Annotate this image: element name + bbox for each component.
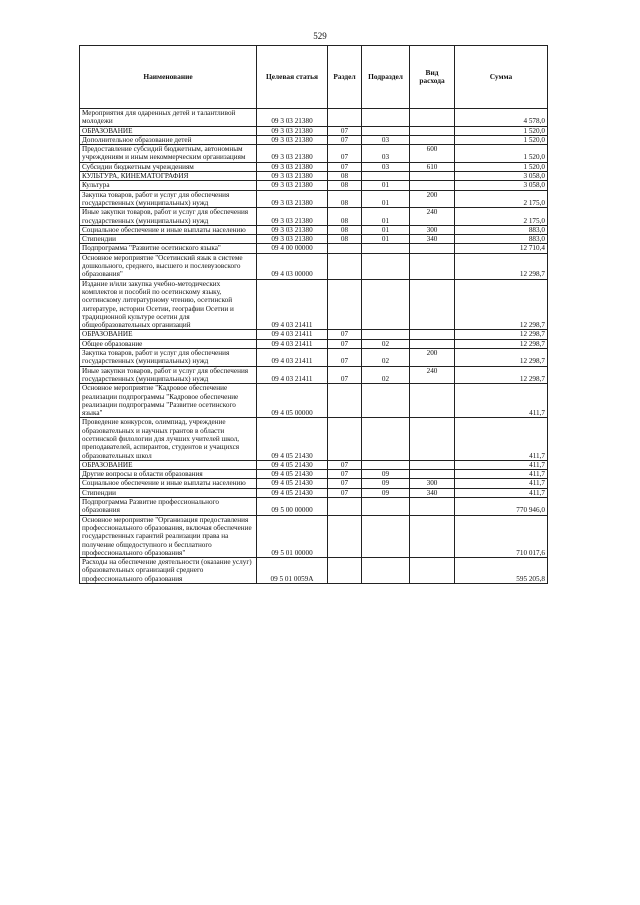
row-section: 07 xyxy=(328,479,362,488)
row-code: 09 4 05 21430 xyxy=(257,460,328,469)
row-expense xyxy=(410,460,455,469)
row-sum: 12 298,7 xyxy=(455,349,548,367)
row-sum: 4 578,0 xyxy=(455,109,548,127)
row-section: 07 xyxy=(328,126,362,135)
row-section: 07 xyxy=(328,366,362,384)
row-name: Основное мероприятие "Организация предоставления профессионального образования, включая обеспечение государственных гарантий реализации права на получение общедоступного и бесплатного профессионального образования" xyxy=(80,515,257,557)
row-subsection xyxy=(362,515,410,557)
row-subsection xyxy=(362,558,410,584)
table-row xyxy=(80,418,548,460)
row-code: 09 4 05 21430 xyxy=(257,470,328,479)
row-expense xyxy=(410,126,455,135)
row-expense: 600 xyxy=(410,145,455,163)
table-row xyxy=(80,366,548,384)
table-row xyxy=(80,384,548,418)
table-row xyxy=(80,279,548,330)
table-row xyxy=(80,330,548,339)
row-subsection xyxy=(362,384,410,418)
row-code: 09 4 05 21430 xyxy=(257,488,328,497)
row-expense xyxy=(410,244,455,253)
row-section xyxy=(328,244,362,253)
row-code: 09 3 03 21380 xyxy=(257,135,328,144)
row-name: Подпрограмма "Развитие осетинского языка" xyxy=(80,244,257,253)
row-subsection xyxy=(362,126,410,135)
row-code: 09 5 01 0059А xyxy=(257,558,328,584)
table-row xyxy=(80,126,548,135)
row-section: 07 xyxy=(328,488,362,497)
row-sum: 12 298,7 xyxy=(455,339,548,348)
table-row xyxy=(80,145,548,163)
row-expense: 240 xyxy=(410,366,455,384)
row-name: Предоставление субсидий бюджетным, автономным учреждениям и иным некоммерческим организациям xyxy=(80,145,257,163)
row-expense xyxy=(410,558,455,584)
table-row xyxy=(80,135,548,144)
table-row xyxy=(80,190,548,208)
row-sum: 12 710,4 xyxy=(455,244,548,253)
table-row xyxy=(80,208,548,226)
row-name: Закупка товаров, работ и услуг для обеспечения государственных (муниципальных) нужд xyxy=(80,190,257,208)
table-row xyxy=(80,479,548,488)
row-section: 08 xyxy=(328,172,362,181)
table-row xyxy=(80,225,548,234)
row-section: 07 xyxy=(328,460,362,469)
row-code: 09 3 03 21380 xyxy=(257,162,328,171)
row-name: Основное мероприятие "Кадровое обеспечение реализации подпрограммы "Кадровое обеспечение реализации подпрограммы "Развитие осетинского языка" xyxy=(80,384,257,418)
row-section: 08 xyxy=(328,181,362,190)
row-section: 07 xyxy=(328,349,362,367)
row-section xyxy=(328,418,362,460)
row-sum: 710 017,6 xyxy=(455,515,548,557)
row-subsection xyxy=(362,109,410,127)
row-subsection: 01 xyxy=(362,225,410,234)
row-code: 09 4 05 00000 xyxy=(257,384,328,418)
row-name: Культура xyxy=(80,181,257,190)
row-section xyxy=(328,279,362,330)
row-expense xyxy=(410,418,455,460)
row-expense: 240 xyxy=(410,208,455,226)
row-code: 09 4 03 21411 xyxy=(257,366,328,384)
row-subsection: 02 xyxy=(362,366,410,384)
row-subsection: 01 xyxy=(362,235,410,244)
row-section: 08 xyxy=(328,208,362,226)
row-subsection xyxy=(362,172,410,181)
row-code: 09 3 03 21380 xyxy=(257,190,328,208)
row-subsection xyxy=(362,418,410,460)
row-section: 07 xyxy=(328,135,362,144)
row-code: 09 3 03 21380 xyxy=(257,235,328,244)
header-sum: Сумма xyxy=(455,46,548,109)
row-sum: 411,7 xyxy=(455,460,548,469)
row-subsection: 01 xyxy=(362,190,410,208)
row-code: 09 3 03 21380 xyxy=(257,172,328,181)
row-name: Основное мероприятие "Осетинский язык в системе дошкольного, среднего, высшего и послевузовского образования" xyxy=(80,253,257,279)
header-name: Наименование xyxy=(80,46,257,109)
row-section: 08 xyxy=(328,225,362,234)
row-expense: 300 xyxy=(410,225,455,234)
row-name: ОБРАЗОВАНИЕ xyxy=(80,126,257,135)
row-section xyxy=(328,384,362,418)
row-name: Социальное обеспечение и иные выплаты населению xyxy=(80,225,257,234)
row-expense xyxy=(410,498,455,516)
row-expense: 300 xyxy=(410,479,455,488)
row-sum: 595 205,8 xyxy=(455,558,548,584)
row-name: Иные закупки товаров, работ и услуг для обеспечения государственных (муниципальных) нужд xyxy=(80,208,257,226)
row-sum: 1 520,0 xyxy=(455,135,548,144)
table-row xyxy=(80,109,548,127)
table-row xyxy=(80,498,548,516)
row-section xyxy=(328,558,362,584)
row-expense xyxy=(410,470,455,479)
row-code: 09 4 03 21411 xyxy=(257,349,328,367)
row-section xyxy=(328,498,362,516)
row-expense xyxy=(410,181,455,190)
row-sum: 411,7 xyxy=(455,470,548,479)
table-row xyxy=(80,349,548,367)
row-code: 09 3 03 21380 xyxy=(257,145,328,163)
header-code: Целевая статья xyxy=(257,46,328,109)
row-name: Стипендии xyxy=(80,235,257,244)
row-sum: 411,7 xyxy=(455,384,548,418)
table-row xyxy=(80,235,548,244)
row-name: Стипендии xyxy=(80,488,257,497)
table-row xyxy=(80,162,548,171)
row-name: Другие вопросы в области образования xyxy=(80,470,257,479)
row-expense xyxy=(410,135,455,144)
row-expense xyxy=(410,330,455,339)
row-code: 09 4 00 00000 xyxy=(257,244,328,253)
row-sum: 1 520,0 xyxy=(455,126,548,135)
row-sum: 12 298,7 xyxy=(455,330,548,339)
row-name: Дополнительное образование детей xyxy=(80,135,257,144)
row-section: 08 xyxy=(328,190,362,208)
row-subsection: 09 xyxy=(362,488,410,497)
row-sum: 1 520,0 xyxy=(455,145,548,163)
row-code: 09 4 05 21430 xyxy=(257,479,328,488)
row-code: 09 3 03 21380 xyxy=(257,181,328,190)
table-row xyxy=(80,172,548,181)
row-section xyxy=(328,109,362,127)
row-section xyxy=(328,515,362,557)
row-code: 09 3 03 21380 xyxy=(257,208,328,226)
row-subsection: 03 xyxy=(362,135,410,144)
table-header-row xyxy=(80,46,548,109)
row-expense: 340 xyxy=(410,488,455,497)
table-row xyxy=(80,181,548,190)
row-expense xyxy=(410,515,455,557)
row-expense xyxy=(410,384,455,418)
row-sum: 1 520,0 xyxy=(455,162,548,171)
row-name: КУЛЬТУРА, КИНЕМАТОГРАФИЯ xyxy=(80,172,257,181)
row-section: 07 xyxy=(328,330,362,339)
row-section xyxy=(328,253,362,279)
row-name: Издание и/или закупка учебно-методических комплектов и пособий по осетинскому языку, осетинскому литературному чтению, осетинской литературе, истории Осетии, географии Осетии и традиционной культуре осетин для общеобразовательных организаций xyxy=(80,279,257,330)
row-code: 09 3 03 21380 xyxy=(257,225,328,234)
row-sum: 411,7 xyxy=(455,418,548,460)
row-section: 07 xyxy=(328,339,362,348)
header-section: Раздел xyxy=(328,46,362,109)
table-body xyxy=(80,109,548,584)
page-number: 529 xyxy=(313,31,327,41)
row-expense xyxy=(410,279,455,330)
row-name: ОБРАЗОВАНИЕ xyxy=(80,330,257,339)
row-name: Общее образование xyxy=(80,339,257,348)
header-subsection: Подраздел xyxy=(362,46,410,109)
row-sum: 411,7 xyxy=(455,479,548,488)
row-sum: 2 175,0 xyxy=(455,208,548,226)
row-subsection: 01 xyxy=(362,181,410,190)
row-name: Субсидии бюджетным учреждениям xyxy=(80,162,257,171)
row-sum: 3 058,0 xyxy=(455,172,548,181)
row-subsection xyxy=(362,330,410,339)
row-subsection xyxy=(362,279,410,330)
row-code: 09 4 03 21411 xyxy=(257,279,328,330)
row-subsection xyxy=(362,498,410,516)
table-row xyxy=(80,253,548,279)
row-subsection: 02 xyxy=(362,349,410,367)
row-subsection xyxy=(362,244,410,253)
row-expense xyxy=(410,253,455,279)
row-name: Расходы на обеспечение деятельности (оказание услуг) образовательных организаций среднего профессионального образования xyxy=(80,558,257,584)
table-row xyxy=(80,470,548,479)
row-name: Мероприятия для одаренных детей и талантливой молодежи xyxy=(80,109,257,127)
row-name: Иные закупки товаров, работ и услуг для обеспечения государственных (муниципальных) нужд xyxy=(80,366,257,384)
row-sum: 770 946,0 xyxy=(455,498,548,516)
row-code: 09 3 03 21380 xyxy=(257,109,328,127)
row-sum: 3 058,0 xyxy=(455,181,548,190)
row-code: 09 4 05 21430 xyxy=(257,418,328,460)
row-expense: 610 xyxy=(410,162,455,171)
row-name: Подпрограмма Развитие профессионального образования xyxy=(80,498,257,516)
row-sum: 883,0 xyxy=(455,225,548,234)
table-row xyxy=(80,339,548,348)
row-expense: 200 xyxy=(410,190,455,208)
row-subsection xyxy=(362,253,410,279)
budget-table xyxy=(79,45,548,584)
row-subsection: 02 xyxy=(362,339,410,348)
row-code: 09 5 00 00000 xyxy=(257,498,328,516)
row-sum: 12 298,7 xyxy=(455,253,548,279)
row-code: 09 5 01 00000 xyxy=(257,515,328,557)
row-sum: 411,7 xyxy=(455,488,548,497)
row-expense xyxy=(410,109,455,127)
row-code: 09 4 03 00000 xyxy=(257,253,328,279)
header-expense: Вид расхода xyxy=(410,46,455,109)
table-row xyxy=(80,558,548,584)
row-name: Проведение конкурсов, олимпиад, учреждение образовательных и научных грантов в области осетинской филологии для лучших учителей школ, преподавателей, аспирантов, студентов и учащихся образовательных школ xyxy=(80,418,257,460)
row-subsection: 03 xyxy=(362,162,410,171)
row-name: Закупка товаров, работ и услуг для обеспечения государственных (муниципальных) нужд xyxy=(80,349,257,367)
row-expense xyxy=(410,339,455,348)
row-code: 09 4 03 21411 xyxy=(257,330,328,339)
row-expense: 340 xyxy=(410,235,455,244)
row-expense: 200 xyxy=(410,349,455,367)
row-sum: 2 175,0 xyxy=(455,190,548,208)
row-section: 07 xyxy=(328,145,362,163)
row-name: Социальное обеспечение и иные выплаты населению xyxy=(80,479,257,488)
row-name: ОБРАЗОВАНИЕ xyxy=(80,460,257,469)
row-sum: 883,0 xyxy=(455,235,548,244)
table-row xyxy=(80,244,548,253)
row-expense xyxy=(410,172,455,181)
row-subsection: 03 xyxy=(362,145,410,163)
table-row xyxy=(80,488,548,497)
table-row xyxy=(80,515,548,557)
row-code: 09 4 03 21411 xyxy=(257,339,328,348)
row-subsection: 09 xyxy=(362,470,410,479)
row-subsection: 01 xyxy=(362,208,410,226)
row-section: 07 xyxy=(328,162,362,171)
row-section: 08 xyxy=(328,235,362,244)
row-code: 09 3 03 21380 xyxy=(257,126,328,135)
row-sum: 12 298,7 xyxy=(455,366,548,384)
table-row xyxy=(80,460,548,469)
row-sum: 12 298,7 xyxy=(455,279,548,330)
row-subsection xyxy=(362,460,410,469)
row-section: 07 xyxy=(328,470,362,479)
row-subsection: 09 xyxy=(362,479,410,488)
